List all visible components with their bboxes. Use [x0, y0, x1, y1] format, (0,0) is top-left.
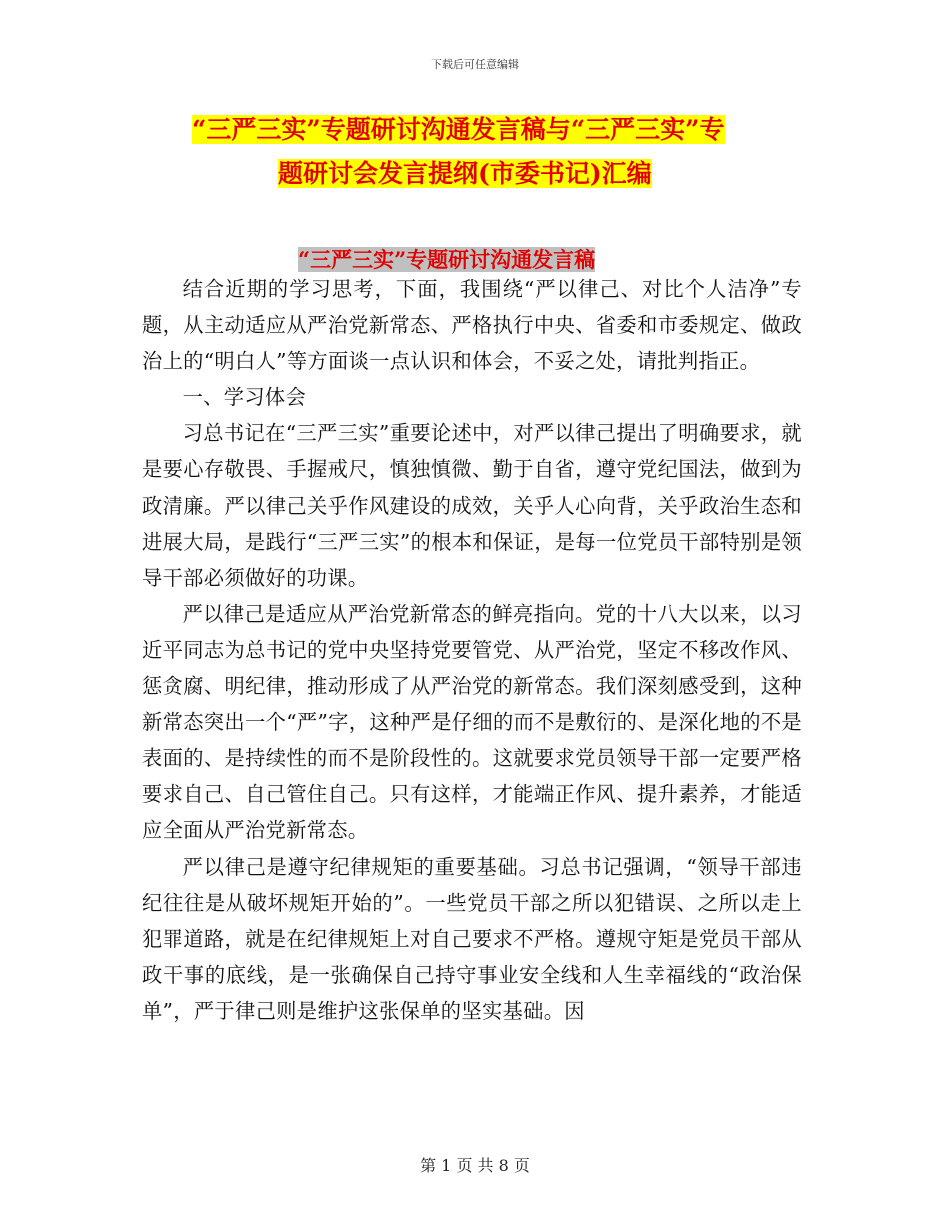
document-title-line-1-text: “三严三实”专题研讨沟通发言稿与“三严三实”专	[192, 115, 725, 144]
paragraph: 严以律己是遵守纪律规矩的重要基础。习总书记强调，“领导干部违纪往往是从破坏规矩开始的”。一些党员干部之所以犯错误、之所以走上犯罪道路，就是在纪律规矩上对自己要求不严格。遵规守矩是党员干部从政干事的底线，是一张确保自己持守事业安全线和人生幸福线的“政治保单”，严于律己则是维护这张保单的坚实基础。因	[142, 854, 802, 1023]
page-header-note: 下载后可任意编辑	[431, 58, 519, 71]
document-title-line-2-text: 题研讨会发言提纲(市委书记)汇编	[278, 159, 652, 188]
paragraph: 习总书记在“三严三实”重要论述中，对严以律己提出了明确要求，就是要心存敬畏、手握戒尺，慎独慎微、勤于自省，遵守党纪国法，做到为政清廉。严以律己关乎作风建设的成效，关乎人心向背，关乎政治生态和进展大局，是践行“三严三实”的根本和保证，是每一位党员干部特别是领导干部必须做好的功课。	[142, 421, 802, 590]
page-number-footer: 第 1 页 共 8 页	[420, 1156, 530, 1175]
document-title-line-2	[278, 156, 652, 192]
section-title-text: “三严三实”专题研讨沟通发言稿	[298, 247, 596, 272]
document-body	[142, 271, 802, 1029]
paragraph-intro: 结合近期的学习思考，下面，我围绕“严以律己、对比个人洁净”专题，从主动适应从严治党新常态、严格执行中央、省委和市委规定、做政治上的“明白人”等方面谈一点认识和体会，不妥之处，请批判指正。	[142, 277, 802, 374]
paragraph: 严以律己是适应从严治党新常态的鲜亮指向。党的十八大以来，以习近平同志为总书记的党中央坚持党要管党、从严治党，坚定不移改作风、惩贪腐、明纪律，推动形成了从严治党的新常态。我们深刻感受到，这种新常态突出一个“严”字，这种严是仔细的而不是敷衍的、是深化地的不是表面的、是持续性的而不是阶段性的。这就要求党员领导干部一定要严格要求自己、自己管住自己。只有这样，才能端正作风、提升素养，才能适应全面从严治党新常态。	[142, 601, 802, 843]
document-title-line-1	[192, 112, 725, 148]
heading-learning-experience: 一、学习体会	[182, 385, 307, 410]
